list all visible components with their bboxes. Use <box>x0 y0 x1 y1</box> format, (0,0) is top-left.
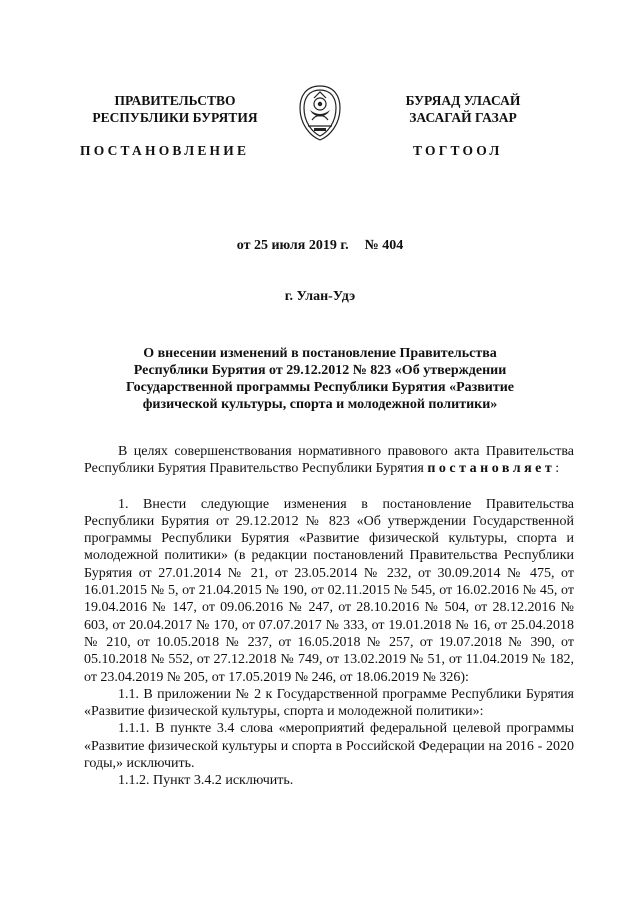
decrees-word: постановляет <box>427 461 556 477</box>
title-line1: О внесении изменений в постановление Правительства <box>143 346 497 361</box>
preamble-paragraph <box>84 443 574 478</box>
clause-1-1-1: 1.1.1. В пункте 3.4 слова «мероприятий федеральной целевой программы «Развитие физической культуры и спорта в Российской Федерации на 2016 - 2020 годы,» исключить. <box>84 721 574 772</box>
title-line2: Республики Бурятия от 29.12.2012 № 823 «Об утверждении <box>133 363 507 378</box>
decree-city: г. Улан-Удэ <box>284 289 356 304</box>
issuer-buryat <box>368 92 558 126</box>
clause-1-1-2: 1.1.2. Пункт 3.4.2 исключить. <box>118 773 294 789</box>
issuer-ru-line2: РЕСПУБЛИКИ БУРЯТИЯ <box>92 110 258 125</box>
decree-label-buryat: ТОГТООЛ <box>413 143 503 158</box>
title-line3: Государственной программы Республики Бурятия «Развитие <box>125 380 515 395</box>
issuer-russian <box>80 92 270 126</box>
decree-number: № 404 <box>364 238 404 253</box>
decrees-colon: : <box>555 461 560 477</box>
preamble-text: В целях совершенствования нормативного правового акта Правительства Республики Бурятия Правительство Республики Бурятия <box>84 444 574 477</box>
coat-of-arms-icon <box>294 80 346 144</box>
title-line4: физической культуры, спорта и молодежной политики» <box>142 397 498 412</box>
clause-1-1: 1.1. В приложении № 2 к Государственной программе Республики Бурятия «Развитие физической культуры, спорта и молодежной политики»: <box>84 686 574 720</box>
decree-dateline <box>0 238 640 254</box>
issuer-bua-line2: ЗАСАГАЙ ГАЗАР <box>409 110 517 125</box>
decree-body <box>84 443 574 790</box>
clause-1: 1. Внести следующие изменения в постановление Правительства Республики Бурятия от 29.12.2012 № 823 «Об утверждении Государственной программы Республики Бурятия «Развитие физической культуры, спорта и молодежной политики» (в редакции постановлений Правительства Республики Бурятия от 27.01.2014 № 21, от 23.05.2014 № 232, от 30.09.2014 № 475, от 16.01.2015 № 5, от 21.04.2015 № 190, от 02.11.2015 № 545, от 16.02.2016 № 45, от 19.04.2016 № 147, от 09.06.2016 № 247, от 28.10.2016 № 504, от 28.12.2016 № 603, от 20.04.2017 № 170, от 07.07.2017 № 333, от 19.01.2018 № 16, от 25.04.2018 № 210, от 10.05.2018 № 237, от 16.05.2018 № 257, от 19.07.2018 № 390, от 05.10.2018 № 552, от 27.12.2018 № 749, от 13.02.2019 № 51, от 11.04.2019 № 182, от 23.04.2019 № 205, от 17.05.2019 № 246, от 18.06.2019 № 326): <box>84 496 574 685</box>
decree-date: от 25 июля 2019 г. <box>236 238 349 253</box>
issuer-bua-line1: БУРЯАД УЛАСАЙ <box>405 93 521 108</box>
decree-label-russian: ПОСТАНОВЛЕНИЕ <box>80 143 250 158</box>
decree-title <box>80 345 560 413</box>
issuer-ru-line1: ПРАВИТЕЛЬСТВО <box>114 93 236 108</box>
